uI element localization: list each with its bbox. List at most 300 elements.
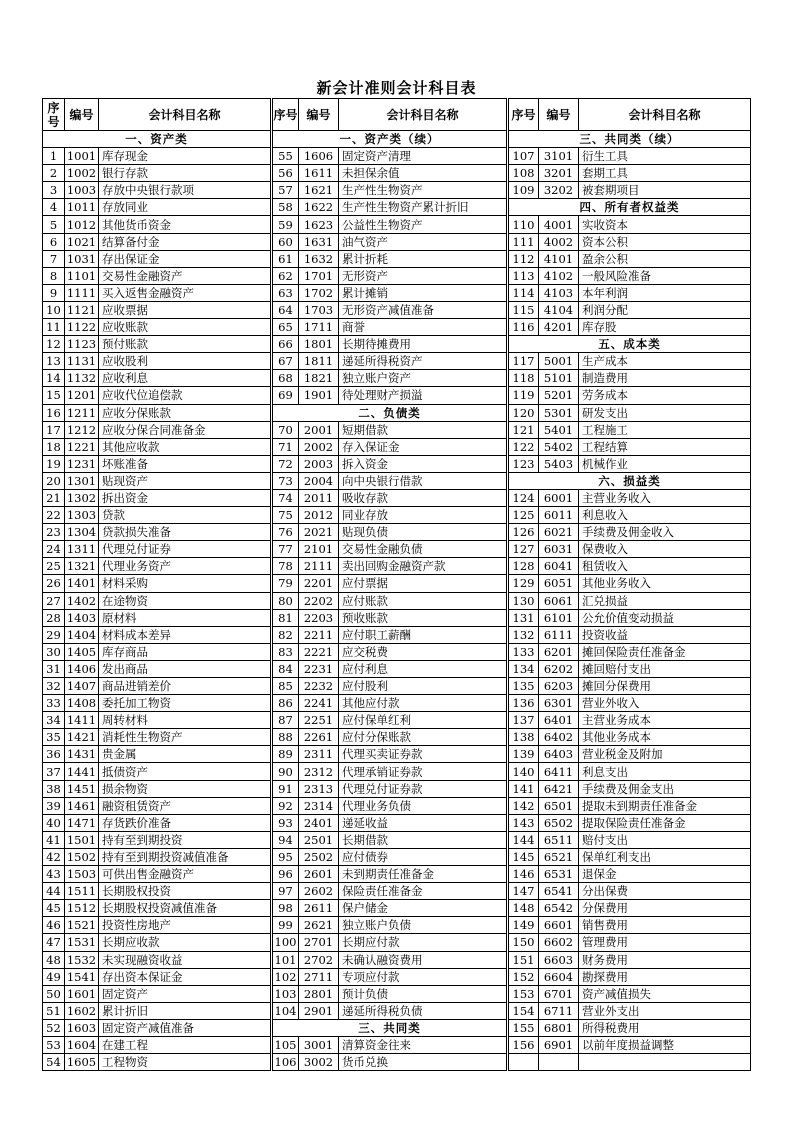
account-code: 1703 [299, 301, 339, 318]
row-number: 36 [43, 746, 65, 763]
account-name: 其他应付款 [339, 695, 507, 712]
account-code: 2711 [299, 968, 339, 985]
account-code: 1632 [299, 250, 339, 267]
account-code: 2211 [299, 626, 339, 643]
table-row [43, 1019, 751, 1036]
account-code: 6601 [539, 917, 579, 934]
account-code: 1111 [65, 284, 99, 301]
account-name: 长期借款 [339, 831, 507, 848]
account-code: 1502 [65, 848, 99, 865]
table-row [43, 660, 751, 677]
table-row [43, 524, 751, 541]
row-number: 120 [509, 404, 539, 421]
table-row [43, 900, 751, 917]
section-heading: 六、损益类 [509, 472, 751, 489]
account-name: 商誉 [339, 319, 507, 336]
account-name: 长期股权投资减值准备 [99, 900, 271, 917]
account-code: 6201 [539, 643, 579, 660]
page-title: 新会计准则会计科目表 [316, 79, 477, 97]
row-number: 55 [273, 148, 299, 165]
account-code: 1701 [299, 267, 339, 284]
account-name: 利润分配 [579, 301, 751, 318]
account-name: 资产减值损失 [579, 985, 751, 1002]
account-name: 库存商品 [99, 643, 271, 660]
account-code: 2004 [299, 472, 339, 489]
row-number: 98 [273, 900, 299, 917]
account-code: 1012 [65, 216, 99, 233]
account-name: 赔付支出 [579, 831, 751, 848]
account-name: 机械作业 [579, 455, 751, 472]
row-number: 23 [43, 524, 65, 541]
account-code: 3202 [539, 182, 579, 199]
row-number: 152 [509, 968, 539, 985]
account-code: 2011 [299, 489, 339, 506]
row-number: 136 [509, 695, 539, 712]
table-row [43, 199, 751, 216]
account-code: 1101 [65, 267, 99, 284]
account-code: 2241 [299, 695, 339, 712]
account-name: 汇兑损益 [579, 592, 751, 609]
row-number: 96 [273, 866, 299, 883]
account-code: 1541 [65, 968, 99, 985]
table-row [43, 917, 751, 934]
account-code: 1602 [65, 1002, 99, 1019]
account-code: 6531 [539, 866, 579, 883]
account-code: 1122 [65, 319, 99, 336]
section-heading: 二、负债类 [273, 404, 507, 421]
table-row [43, 934, 751, 951]
row-number: 54 [43, 1054, 65, 1071]
row-number: 113 [509, 267, 539, 284]
account-name: 手续费及佣金收入 [579, 524, 751, 541]
account-code: 2203 [299, 609, 339, 626]
row-number: 101 [273, 951, 299, 968]
row-number: 63 [273, 284, 299, 301]
account-code: 3201 [539, 165, 579, 182]
table-row [43, 250, 751, 267]
row-number: 30 [43, 643, 65, 660]
account-code: 6202 [539, 660, 579, 677]
account-code: 5401 [539, 421, 579, 438]
account-code: 6701 [539, 985, 579, 1002]
account-name: 盈余公积 [579, 250, 751, 267]
account-code: 2401 [299, 814, 339, 831]
account-name: 消耗性生物资产 [99, 729, 271, 746]
row-number: 76 [273, 524, 299, 541]
account-name: 专项应付款 [339, 968, 507, 985]
account-name: 在建工程 [99, 1036, 271, 1053]
section-heading: 三、共同类（续） [509, 131, 751, 148]
table-row [43, 421, 751, 438]
account-name: 其他业务成本 [579, 729, 751, 746]
section-heading: 一、资产类 [43, 131, 271, 148]
account-name: 材料成本差异 [99, 626, 271, 643]
account-code: 6411 [539, 763, 579, 780]
account-name: 其他货币资金 [99, 216, 271, 233]
account-code: 1604 [65, 1036, 99, 1053]
account-code: 6502 [539, 814, 579, 831]
account-name: 同业存放 [339, 507, 507, 524]
row-number: 9 [43, 284, 65, 301]
row-number: 67 [273, 353, 299, 370]
account-code: 1211 [65, 404, 99, 421]
account-code: 1001 [65, 148, 99, 165]
row-number: 46 [43, 917, 65, 934]
table-row [43, 216, 751, 233]
table-row [43, 609, 751, 626]
account-name: 存货跌价准备 [99, 814, 271, 831]
account-code: 4104 [539, 301, 579, 318]
table-row [43, 712, 751, 729]
row-number: 17 [43, 421, 65, 438]
account-code: 2602 [299, 883, 339, 900]
row-number: 149 [509, 917, 539, 934]
account-code: 1521 [65, 917, 99, 934]
section-heading: 四、所有者权益类 [509, 199, 751, 216]
row-number: 132 [509, 626, 539, 643]
account-name: 被套期项目 [579, 182, 751, 199]
row-number: 134 [509, 660, 539, 677]
account-code: 2312 [299, 763, 339, 780]
account-name: 应收分保账款 [99, 404, 271, 421]
account-name: 保险责任准备金 [339, 883, 507, 900]
account-code: 2901 [299, 1002, 339, 1019]
row-number: 38 [43, 780, 65, 797]
account-code: 6542 [539, 900, 579, 917]
account-code: 6111 [539, 626, 579, 643]
row-number: 88 [273, 729, 299, 746]
account-code: 2221 [299, 643, 339, 660]
account-name: 原材料 [99, 609, 271, 626]
account-code: 1302 [65, 489, 99, 506]
account-code: 1811 [299, 353, 339, 370]
row-number: 22 [43, 507, 65, 524]
row-number: 116 [509, 319, 539, 336]
table-row [43, 319, 751, 336]
row-number: 71 [273, 438, 299, 455]
account-name: 待处理财产损溢 [339, 387, 507, 404]
row-number: 94 [273, 831, 299, 848]
row-number: 35 [43, 729, 65, 746]
row-number: 51 [43, 1002, 65, 1019]
table-row [43, 985, 751, 1002]
account-code: 1821 [299, 370, 339, 387]
table-row [43, 780, 751, 797]
account-code: 6501 [539, 797, 579, 814]
account-code: 1603 [65, 1019, 99, 1036]
account-name: 库存现金 [99, 148, 271, 165]
account-code: 1511 [65, 883, 99, 900]
row-number: 40 [43, 814, 65, 831]
account-name: 长期应收款 [99, 934, 271, 951]
account-name: 未到期责任准备金 [339, 866, 507, 883]
account-code: 1021 [65, 233, 99, 250]
account-name: 摊回分保费用 [579, 678, 751, 695]
row-number: 11 [43, 319, 65, 336]
account-name: 长期待摊费用 [339, 336, 507, 353]
row-number: 66 [273, 336, 299, 353]
row-number: 18 [43, 438, 65, 455]
row-number: 69 [273, 387, 299, 404]
account-code: 6203 [539, 678, 579, 695]
account-code: 1605 [65, 1054, 99, 1071]
account-name: 贴现负债 [339, 524, 507, 541]
account-code: 1123 [65, 336, 99, 353]
account-name: 实收资本 [579, 216, 751, 233]
row-number: 47 [43, 934, 65, 951]
row-number: 156 [509, 1036, 539, 1053]
account-name: 油气资产 [339, 233, 507, 250]
account-name: 存出资本保证金 [99, 968, 271, 985]
account-code: 5402 [539, 438, 579, 455]
account-name: 一般风险准备 [579, 267, 751, 284]
account-name: 工程结算 [579, 438, 751, 455]
account-name: 摊回赔付支出 [579, 660, 751, 677]
row-number: 2 [43, 165, 65, 182]
row-number: 150 [509, 934, 539, 951]
row-number: 100 [273, 934, 299, 951]
row-number: 117 [509, 353, 539, 370]
row-number: 105 [273, 1036, 299, 1053]
accounts-table-body [43, 131, 751, 1071]
account-name: 向中央银行借款 [339, 472, 507, 489]
row-number: 145 [509, 848, 539, 865]
account-name: 分出保费 [579, 883, 751, 900]
account-name: 应收票据 [99, 301, 271, 318]
row-number: 121 [509, 421, 539, 438]
row-number: 124 [509, 489, 539, 506]
row-number: 115 [509, 301, 539, 318]
row-number: 59 [273, 216, 299, 233]
row-number: 48 [43, 951, 65, 968]
account-name: 长期股权投资 [99, 883, 271, 900]
header-name-1: 会计科目名称 [99, 99, 271, 131]
account-name: 主营业务成本 [579, 712, 751, 729]
row-number: 14 [43, 370, 65, 387]
account-code: 1711 [299, 319, 339, 336]
account-code: 2101 [299, 541, 339, 558]
account-code: 4103 [539, 284, 579, 301]
account-name: 利息收入 [579, 507, 751, 524]
account-code: 6101 [539, 609, 579, 626]
account-code: 5301 [539, 404, 579, 421]
header-no-2: 序号 [273, 99, 299, 131]
table-row [43, 814, 751, 831]
account-name: 贵金属 [99, 746, 271, 763]
row-number: 130 [509, 592, 539, 609]
table-row [43, 182, 751, 199]
account-name: 未确认融资费用 [339, 951, 507, 968]
row-number: 144 [509, 831, 539, 848]
account-name: 委托加工物资 [99, 695, 271, 712]
row-number: 89 [273, 746, 299, 763]
row-number: 31 [43, 660, 65, 677]
account-code: 1622 [299, 199, 339, 216]
account-name: 可供出售金融资产 [99, 866, 271, 883]
table-row [43, 575, 751, 592]
row-number: 147 [509, 883, 539, 900]
row-number: 37 [43, 763, 65, 780]
table-row [43, 472, 751, 489]
table-row [43, 489, 751, 506]
account-code: 1401 [65, 575, 99, 592]
row-number: 27 [43, 592, 65, 609]
table-row [43, 267, 751, 284]
row-number: 103 [273, 985, 299, 1002]
account-name: 货币兑换 [339, 1054, 507, 1071]
account-code: 4102 [539, 267, 579, 284]
row-number: 146 [509, 866, 539, 883]
account-name: 摊回保险责任准备金 [579, 643, 751, 660]
account-code: 1031 [65, 250, 99, 267]
account-code: 2313 [299, 780, 339, 797]
row-number: 1 [43, 148, 65, 165]
account-name: 租赁收入 [579, 558, 751, 575]
row-number: 8 [43, 267, 65, 284]
account-name: 管理费用 [579, 934, 751, 951]
account-name: 预计负债 [339, 985, 507, 1002]
account-code: 2261 [299, 729, 339, 746]
account-code: 2232 [299, 678, 339, 695]
account-code: 2611 [299, 900, 339, 917]
account-name: 应付保单红利 [339, 712, 507, 729]
account-code: 1702 [299, 284, 339, 301]
row-number: 83 [273, 643, 299, 660]
row-number: 7 [43, 250, 65, 267]
row-number: 92 [273, 797, 299, 814]
row-number: 19 [43, 455, 65, 472]
row-number: 125 [509, 507, 539, 524]
account-name: 递延所得税负债 [339, 1002, 507, 1019]
account-name: 存放中央银行款项 [99, 182, 271, 199]
row-number: 153 [509, 985, 539, 1002]
row-number: 64 [273, 301, 299, 318]
account-name: 销售费用 [579, 917, 751, 934]
table-row [43, 883, 751, 900]
account-code: 1131 [65, 353, 99, 370]
account-name: 累计摊销 [339, 284, 507, 301]
account-name: 应付债券 [339, 848, 507, 865]
account-code: 4002 [539, 233, 579, 250]
account-code: 6402 [539, 729, 579, 746]
header-row [43, 99, 751, 131]
account-code: 1801 [299, 336, 339, 353]
row-number: 104 [273, 1002, 299, 1019]
account-code: 2002 [299, 438, 339, 455]
account-name: 固定资产清理 [339, 148, 507, 165]
account-name: 利息支出 [579, 763, 751, 780]
account-code: 6011 [539, 507, 579, 524]
account-name: 应交税费 [339, 643, 507, 660]
account-name: 独立账户资产 [339, 370, 507, 387]
account-name: 银行存款 [99, 165, 271, 182]
table-row [43, 353, 751, 370]
table-row [43, 165, 751, 182]
row-number: 102 [273, 968, 299, 985]
row-number: 50 [43, 985, 65, 1002]
row-number: 107 [509, 148, 539, 165]
account-name: 损余物资 [99, 780, 271, 797]
account-code: 1441 [65, 763, 99, 780]
row-number: 73 [273, 472, 299, 489]
account-code: 3101 [539, 148, 579, 165]
row-number: 24 [43, 541, 65, 558]
account-name: 累计折耗 [339, 250, 507, 267]
account-code: 1201 [65, 387, 99, 404]
row-number: 57 [273, 182, 299, 199]
account-name: 勘探费用 [579, 968, 751, 985]
account-code: 2001 [299, 421, 339, 438]
account-name: 套期工具 [579, 165, 751, 182]
account-name: 未实现融资收益 [99, 951, 271, 968]
row-number: 133 [509, 643, 539, 660]
account-name: 劳务成本 [579, 387, 751, 404]
account-name: 营业税金及附加 [579, 746, 751, 763]
account-name: 交易性金融资产 [99, 267, 271, 284]
account-name: 分保费用 [579, 900, 751, 917]
account-name: 应收利息 [99, 370, 271, 387]
row-number: 135 [509, 678, 539, 695]
account-name: 吸收存款 [339, 489, 507, 506]
accounts-table [42, 98, 751, 1071]
row-number: 49 [43, 968, 65, 985]
account-code: 2601 [299, 866, 339, 883]
account-name: 生产性生物资产累计折旧 [339, 199, 507, 216]
row-number: 97 [273, 883, 299, 900]
row-number: 108 [509, 165, 539, 182]
table-row [43, 301, 751, 318]
table-row [43, 1002, 751, 1019]
account-name: 应收代位追偿款 [99, 387, 271, 404]
account-name [579, 1054, 751, 1071]
row-number: 99 [273, 917, 299, 934]
account-code: 6403 [539, 746, 579, 763]
account-code: 6301 [539, 695, 579, 712]
row-number: 25 [43, 558, 65, 575]
row-number: 3 [43, 182, 65, 199]
table-row [43, 831, 751, 848]
row-number: 21 [43, 489, 65, 506]
row-number: 80 [273, 592, 299, 609]
account-code: 1421 [65, 729, 99, 746]
table-row [43, 404, 751, 421]
account-code: 1121 [65, 301, 99, 318]
account-code: 1631 [299, 233, 339, 250]
account-code: 1303 [65, 507, 99, 524]
account-code [539, 1054, 579, 1071]
account-name: 其他业务收入 [579, 575, 751, 592]
account-name: 代理买卖证券款 [339, 746, 507, 763]
row-number: 61 [273, 250, 299, 267]
account-code: 2202 [299, 592, 339, 609]
row-number: 109 [509, 182, 539, 199]
account-code: 2251 [299, 712, 339, 729]
row-number: 29 [43, 626, 65, 643]
table-row [43, 695, 751, 712]
account-code: 1231 [65, 455, 99, 472]
account-code: 1471 [65, 814, 99, 831]
header-no-1: 序号 [43, 99, 65, 131]
table-row [43, 763, 751, 780]
account-code: 6421 [539, 780, 579, 797]
row-number: 70 [273, 421, 299, 438]
account-code: 2311 [299, 746, 339, 763]
row-number: 58 [273, 199, 299, 216]
account-code: 6541 [539, 883, 579, 900]
account-name: 递延收益 [339, 814, 507, 831]
row-number: 84 [273, 660, 299, 677]
account-name: 周转材料 [99, 712, 271, 729]
